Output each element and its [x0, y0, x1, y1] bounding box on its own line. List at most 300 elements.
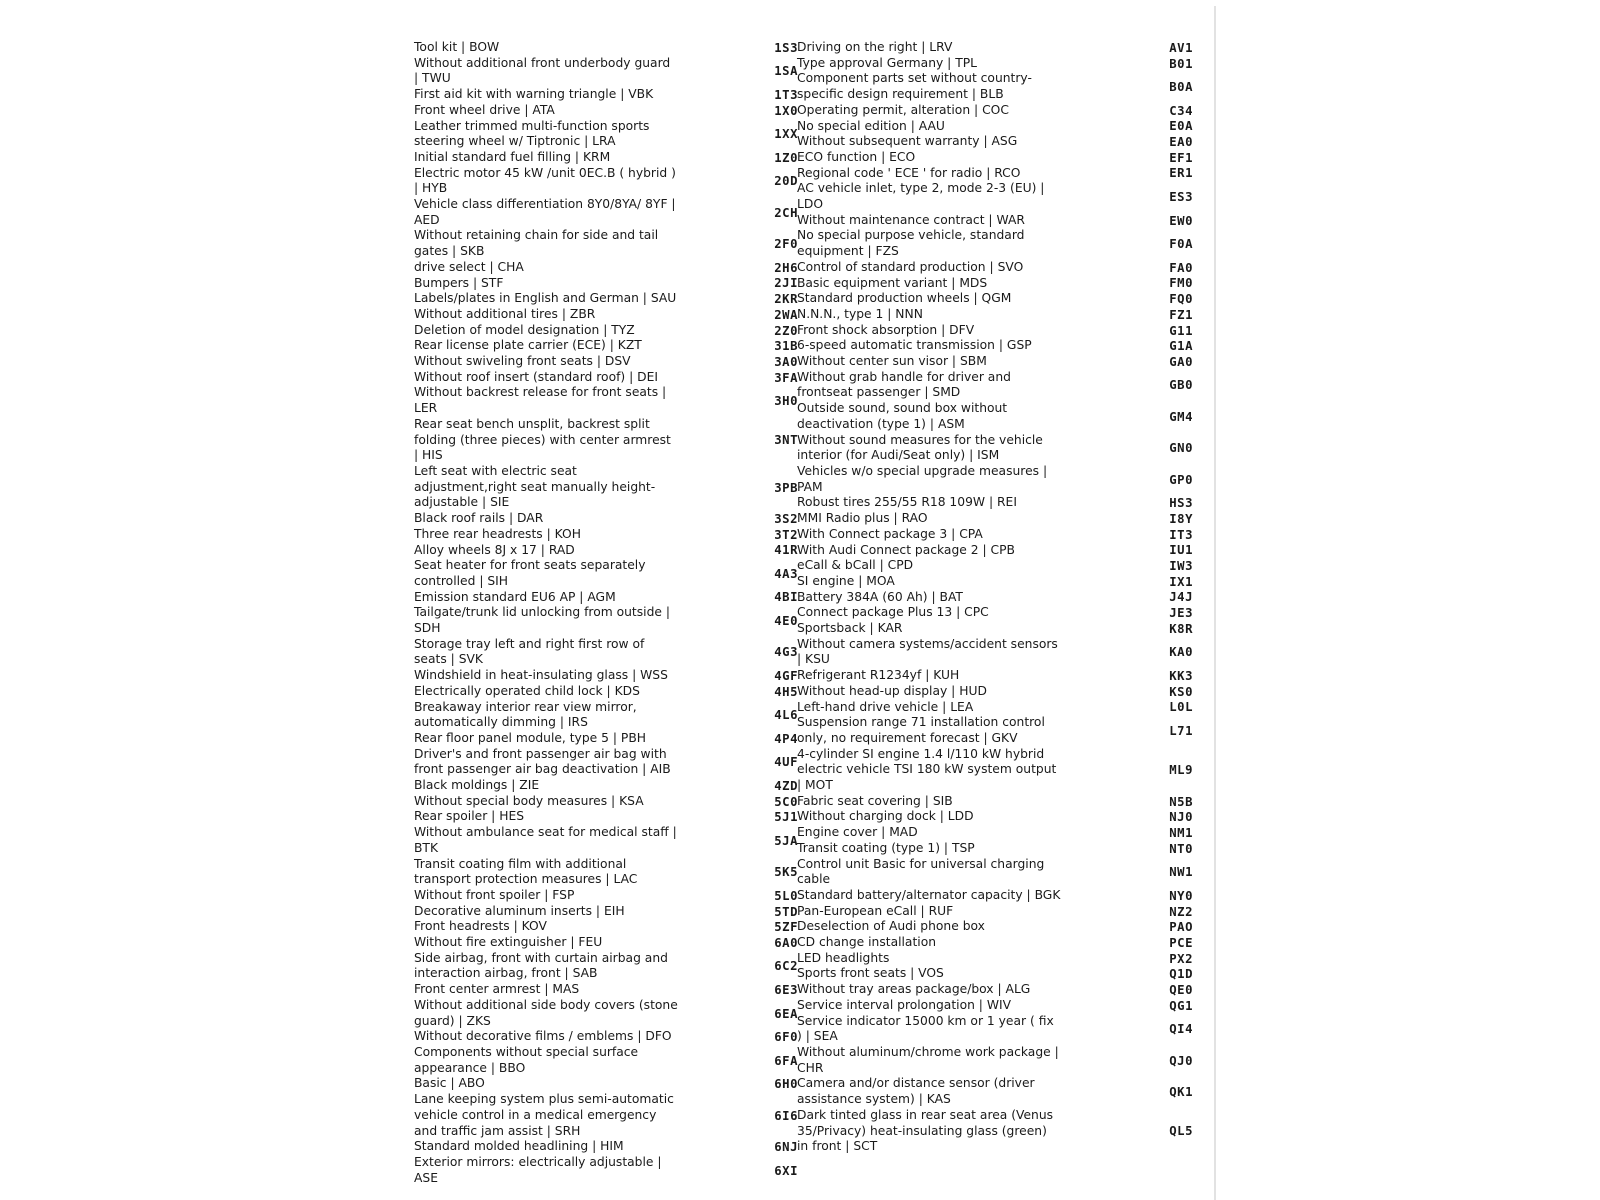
option-code: 3PB [774, 480, 798, 495]
option-description: Driving on the right | LRV [797, 40, 953, 54]
option-description: Type approval Germany | TPL [797, 55, 978, 70]
option-row [797, 228, 1193, 259]
option-description: ECO function | ECO [797, 149, 916, 164]
option-row [797, 354, 1193, 370]
option-description: Without charging dock | LDD [797, 809, 974, 824]
option-row [797, 668, 1193, 684]
option-row [414, 197, 802, 228]
option-description: Without tray areas package/box | ALG [797, 982, 1031, 997]
option-code: FZ1 [1169, 307, 1193, 322]
option-description: Fabric seat covering | SIB [797, 793, 953, 808]
option-row [414, 1092, 802, 1139]
option-code: JE3 [1169, 606, 1193, 621]
option-description: Control of standard production | SVO [797, 259, 1024, 274]
option-description: Outside sound, sound box without deactivation (type 1) | ASM [797, 401, 1008, 431]
option-code: 2H6 [774, 260, 798, 275]
option-row [797, 699, 1193, 716]
option-row [414, 935, 802, 951]
option-code: 3H0 [774, 394, 798, 409]
option-row [797, 181, 1193, 212]
option-description: AC vehicle inlet, type 2, mode 2-3 (EU) | LDO [797, 181, 1045, 212]
option-code: 6XI [774, 1163, 798, 1178]
option-row [414, 166, 802, 197]
option-code: 3S2 [774, 511, 798, 526]
option-description: N.N.N., type 1 | NNN [797, 306, 923, 321]
option-code: 1Z0 [774, 150, 798, 165]
option-row [414, 543, 802, 559]
option-code: IT3 [1169, 527, 1193, 542]
option-row [414, 40, 802, 56]
option-row [414, 1139, 802, 1155]
option-row [797, 55, 1193, 72]
option-row [414, 605, 802, 636]
option-description: Sportsback | KAR [797, 621, 903, 636]
option-row [414, 558, 802, 589]
option-description: Without roof insert (standard roof) | DEI [414, 369, 659, 384]
option-code: 1S3 [774, 40, 798, 55]
option-row [797, 683, 1193, 700]
option-row [414, 228, 802, 259]
option-code: 6EA [774, 1006, 798, 1021]
option-code: N5B [1169, 794, 1193, 809]
option-description: 4-cylinder SI engine 1.4 l/110 kW hybrid electric vehicle TSI 180 kW system output | MOT [797, 746, 1057, 793]
option-description: Standard production wheels | QGM [797, 291, 1012, 306]
option-code: 5K5 [774, 865, 798, 880]
option-description: Without special body measures | KSA [414, 793, 644, 808]
option-row [414, 857, 802, 888]
option-description: Refrigerant R1234yf | KUH [797, 668, 960, 683]
option-row [414, 119, 802, 150]
option-description: Without additional side body covers (stone guard) | ZKS [414, 997, 678, 1028]
option-row [797, 573, 1193, 590]
option-description: Alloy wheels 8J x 17 | RAD [414, 542, 575, 557]
option-description: Sports front seats | VOS [797, 966, 944, 981]
option-code: PX2 [1169, 951, 1193, 966]
option-row [797, 887, 1193, 904]
option-row [797, 118, 1193, 135]
option-code: 3NT [774, 433, 798, 448]
option-description: MMI Radio plus | RAO [797, 511, 928, 526]
option-description: Three rear headrests | KOH [414, 526, 581, 541]
option-description: Service indicator 15000 km or 1 year ( fix ) | SEA [797, 1013, 1054, 1044]
option-code: L71 [1169, 723, 1193, 738]
option-description: Engine cover | MAD [797, 825, 918, 840]
option-row [797, 621, 1193, 637]
option-row [797, 259, 1193, 276]
option-row [797, 1045, 1193, 1076]
option-row [797, 605, 1193, 621]
option-row [797, 558, 1193, 574]
option-row [414, 637, 802, 668]
option-description: No special purpose vehicle, standard equipment | FZS [797, 228, 1025, 259]
option-description: Breakaway interior rear view mirror, automatically dimming | IRS [414, 699, 637, 730]
option-row [414, 982, 802, 998]
option-code: ML9 [1169, 763, 1193, 778]
option-code: FQ0 [1169, 292, 1193, 307]
option-code: 2CH [774, 205, 798, 220]
option-row [797, 903, 1193, 920]
option-code: QK1 [1169, 1085, 1193, 1100]
option-description: Black moldings | ZIE [414, 778, 540, 793]
option-description: Initial standard fuel filling | KRM [414, 149, 611, 164]
option-code: 4ZD [774, 778, 798, 793]
option-description: Battery 384A (60 Ah) | BAT [797, 589, 963, 604]
option-row [797, 306, 1193, 323]
option-code: 6H0 [774, 1077, 798, 1092]
option-description: No special edition | AAU [797, 118, 945, 133]
option-code: EW0 [1169, 213, 1193, 228]
option-code: GP0 [1169, 472, 1193, 487]
option-description: LED headlights [797, 950, 890, 965]
option-description: Without swiveling front seats | DSV [414, 354, 631, 369]
option-row [797, 542, 1193, 559]
option-description: Electric motor 45 kW /unit 0EC.B ( hybrid ) | HYB [414, 165, 676, 196]
option-row [414, 998, 802, 1029]
option-code: Q1D [1169, 967, 1193, 982]
option-row [414, 260, 802, 276]
option-row [414, 1076, 802, 1092]
option-row [797, 291, 1193, 307]
option-row [797, 149, 1193, 166]
option-row [797, 589, 1193, 606]
option-description: Without backrest release for front seats | LER [414, 385, 667, 416]
option-description: Tool kit | BOW [414, 40, 500, 54]
option-row [797, 322, 1193, 339]
option-code: 5L0 [774, 888, 798, 903]
option-row [797, 809, 1193, 825]
option-description: Without additional tires | ZBR [414, 306, 596, 321]
option-code: NJ0 [1169, 810, 1193, 825]
option-description: Electrically operated child lock | KDS [414, 683, 640, 698]
option-description: Basic equipment variant | MDS [797, 275, 988, 290]
option-description: Deletion of model designation | TYZ [414, 322, 635, 337]
option-code: 6I6 [774, 1108, 798, 1123]
option-row [797, 982, 1193, 998]
option-code: G11 [1169, 323, 1193, 338]
option-row [414, 794, 802, 810]
option-row [414, 1029, 802, 1045]
option-description: Robust tires 255/55 R18 109W | REI [797, 495, 1017, 510]
option-row [797, 401, 1193, 432]
option-description: SI engine | MOA [797, 573, 895, 588]
option-row [414, 323, 802, 339]
option-description: Regional code ' ECE ' for radio | RCO [797, 165, 1021, 180]
option-code: EF1 [1169, 150, 1193, 165]
option-description: Pan-European eCall | RUF [797, 903, 954, 918]
option-description: Without aluminum/chrome work package | CHR [797, 1045, 1059, 1075]
option-code: 5TD [774, 904, 798, 919]
option-code: HS3 [1169, 496, 1193, 511]
option-row [414, 1045, 802, 1076]
option-row [797, 134, 1193, 150]
option-code: J4J [1169, 590, 1193, 605]
option-row [414, 684, 802, 700]
option-code: 6E3 [774, 983, 798, 998]
option-row [414, 919, 802, 935]
option-row [414, 747, 802, 778]
option-description: Without front spoiler | FSP [414, 887, 575, 902]
option-description: Without decorative films / emblems | DFO [414, 1029, 672, 1044]
page-edge [1214, 6, 1216, 1200]
option-code: 4GF [774, 668, 798, 683]
option-description: Black roof rails | DAR [414, 511, 544, 526]
option-code: 1XX [774, 127, 798, 142]
option-row [414, 276, 802, 292]
option-description: Tailgate/trunk lid unlocking from outside | SDH [414, 605, 671, 636]
option-description: Labels/plates in English and German | SAU [414, 291, 677, 306]
option-description: First aid kit with warning triangle | VBK [414, 87, 654, 102]
option-row [797, 840, 1193, 857]
option-description: Vehicle class differentiation 8Y0/8YA/ 8YF | AED [414, 197, 676, 227]
option-code: 6C2 [774, 959, 798, 974]
option-description: Transit coating film with additional transport protection measures | LAC [414, 856, 638, 887]
option-code: FM0 [1169, 276, 1193, 291]
option-description: Components without special surface appearance | BBO [414, 1045, 639, 1075]
option-description: drive select | CHA [414, 259, 524, 274]
option-description: eCall & bCall | CPD [797, 558, 914, 573]
option-code: C34 [1169, 103, 1193, 118]
option-description: Windshield in heat-insulating glass | WSS [414, 668, 668, 683]
option-row [414, 1155, 802, 1186]
option-description: Left seat with electric seat adjustment,right seat manually height-adjustable | SIE [414, 463, 656, 510]
option-row [414, 825, 802, 856]
option-description: Without ambulance seat for medical staff | BTK [414, 825, 677, 855]
option-code: F0A [1169, 237, 1193, 252]
option-code: NT0 [1169, 841, 1193, 856]
option-code: QL5 [1169, 1124, 1193, 1139]
option-row [797, 463, 1193, 495]
option-description: Lane keeping system plus semi-automatic vehicle control in a medical emergency and traffic jam assist | SRH [414, 1092, 674, 1138]
option-code: 5ZF [774, 920, 798, 935]
option-description: Bumpers | STF [414, 275, 504, 290]
option-code: 2F0 [774, 237, 798, 252]
option-row [414, 417, 802, 464]
option-description: Rear spoiler | HES [414, 809, 525, 824]
option-description: Side airbag, front with curtain airbag and interaction airbag, front | SAB [414, 950, 668, 981]
option-code: 6FA [774, 1053, 798, 1068]
option-row [797, 966, 1193, 982]
option-row [797, 1076, 1193, 1107]
option-code: 2WA [774, 307, 798, 322]
option-code: GM4 [1169, 409, 1193, 424]
option-code: 2JI [774, 276, 798, 291]
option-description: Storage tray left and right first row of seats | SVK [414, 636, 645, 667]
option-description: 6-speed automatic transmission | GSP [797, 338, 1032, 353]
option-row [414, 527, 802, 543]
option-description: Without grab handle for driver and frontseat passenger | SMD [797, 369, 1011, 400]
option-description: Transit coating (type 1) | TSP [797, 840, 975, 855]
option-code: QE0 [1169, 983, 1193, 998]
option-description: Suspension range 71 installation control only, no requirement forecast | GKV [797, 715, 1045, 745]
option-row [414, 904, 802, 920]
option-code: 1T3 [774, 87, 798, 102]
option-row [797, 165, 1193, 182]
option-row [414, 150, 802, 166]
option-code: 4G3 [774, 645, 798, 660]
option-code: QG1 [1169, 998, 1193, 1013]
option-row [797, 212, 1193, 229]
option-code: G1A [1169, 339, 1193, 354]
option-description: Dark tinted glass in rear seat area (Venus 35/Privacy) heat-insulating glass (green) in front | SCT [797, 1107, 1054, 1154]
option-description: Without maintenance contract | WAR [797, 212, 1025, 227]
option-code: 6F0 [774, 1030, 798, 1045]
option-row [414, 590, 802, 606]
option-row [414, 809, 802, 825]
option-code: FA0 [1169, 260, 1193, 275]
option-row [797, 338, 1193, 354]
option-description: Front headrests | KOV [414, 919, 547, 934]
option-code: 4H5 [774, 684, 798, 699]
option-description: Standard battery/alternator capacity | BGK [797, 887, 1061, 902]
option-code: L0L [1169, 700, 1193, 715]
option-description: Without fire extinguisher | FEU [414, 935, 603, 950]
option-code: AV1 [1169, 40, 1193, 55]
option-description: Standard molded headlining | HIM [414, 1139, 624, 1154]
option-description: Without additional front underbody guard | TWU [414, 55, 671, 86]
option-code: GA0 [1169, 354, 1193, 369]
option-code: QJ0 [1169, 1053, 1193, 1068]
option-code: I8Y [1169, 511, 1193, 526]
option-row [797, 935, 1193, 951]
option-row [797, 825, 1193, 841]
option-code: ER1 [1169, 166, 1193, 181]
option-code: GN0 [1169, 441, 1193, 456]
option-code: 3T2 [774, 527, 798, 542]
right-option-list [797, 40, 1193, 1155]
option-code: 4BI [774, 590, 798, 605]
option-description: Without subsequent warranty | ASG [797, 134, 1018, 149]
option-code: 1SA [774, 64, 798, 79]
option-row [797, 793, 1193, 810]
option-row [414, 103, 802, 119]
option-code: 31B [774, 339, 798, 354]
option-code: NY0 [1169, 888, 1193, 903]
option-code: 3FA [774, 370, 798, 385]
option-description: Control unit Basic for universal charging cable [797, 856, 1045, 887]
option-code: B0A [1169, 80, 1193, 95]
option-code: KA0 [1169, 645, 1193, 660]
option-description: Seat heater for front seats separately controlled | SIH [414, 558, 646, 588]
option-code: 2KR [774, 292, 798, 307]
option-description: Left-hand drive vehicle | LEA [797, 699, 974, 714]
option-code: 6A0 [774, 935, 798, 950]
option-description: Rear seat bench unsplit, backrest split folding (three pieces) with center armrest | HIS [414, 416, 671, 463]
option-code: B01 [1169, 56, 1193, 71]
option-row [414, 56, 802, 87]
option-code: IW3 [1169, 559, 1193, 574]
option-row [414, 511, 802, 527]
option-description: Operating permit, alteration | COC [797, 102, 1009, 117]
option-code: 5J1 [774, 810, 798, 825]
option-code: 4P4 [774, 731, 798, 746]
option-row [797, 636, 1193, 668]
option-row [797, 950, 1193, 967]
option-code: QI4 [1169, 1022, 1193, 1037]
option-code: K8R [1169, 621, 1193, 636]
option-code: EA0 [1169, 135, 1193, 150]
option-row [414, 951, 802, 982]
option-row [797, 746, 1193, 794]
option-code: 3A0 [774, 354, 798, 369]
option-row [414, 87, 802, 103]
option-code: PAO [1169, 920, 1193, 935]
option-row [797, 40, 1193, 56]
option-row [797, 432, 1193, 464]
option-row [797, 526, 1193, 543]
option-code: KK3 [1169, 668, 1193, 683]
option-row [414, 338, 802, 354]
option-row [797, 71, 1193, 102]
option-code: NZ2 [1169, 904, 1193, 919]
option-row [414, 354, 802, 370]
option-row [414, 370, 802, 386]
option-code: 4L6 [774, 708, 798, 723]
option-description: Exterior mirrors: electrically adjustable | ASE [414, 1154, 662, 1185]
option-row [797, 919, 1193, 935]
option-code: IU1 [1169, 543, 1193, 558]
option-description: Basic | ABO [414, 1076, 485, 1091]
option-row [797, 1107, 1193, 1155]
option-description: Without retaining chain for side and tail gates | SKB [414, 228, 659, 259]
option-row [797, 495, 1193, 511]
option-code: 5JA [774, 833, 798, 848]
option-code: 4UF [774, 755, 798, 770]
option-row [797, 275, 1193, 292]
option-description: Without camera systems/accident sensors | KSU [797, 636, 1058, 667]
option-row [797, 369, 1193, 401]
option-description: Vehicles w/o special upgrade measures | PAM [797, 463, 1048, 494]
option-row [797, 856, 1193, 888]
option-row [414, 291, 802, 307]
option-description: Emission standard EU6 AP | AGM [414, 589, 616, 604]
option-description: Without sound measures for the vehicle interior (for Audi/Seat only) | ISM [797, 432, 1043, 463]
option-description: Without center sun visor | SBM [797, 354, 987, 369]
option-code: 6NJ [774, 1140, 798, 1155]
option-description: Leather trimmed multi-function sports steering wheel w/ Tiptronic | LRA [414, 118, 650, 149]
option-description: With Audi Connect package 2 | CPB [797, 542, 1015, 557]
option-code: GB0 [1169, 378, 1193, 393]
option-code: E0A [1169, 119, 1193, 134]
option-description: Service interval prolongation | WIV [797, 997, 1012, 1012]
option-row [414, 700, 802, 731]
option-code: 4A3 [774, 566, 798, 581]
option-description: Deselection of Audi phone box [797, 919, 985, 934]
option-description: Front center armrest | MAS [414, 982, 580, 997]
option-code: 5C0 [774, 794, 798, 809]
option-code: 2Z0 [774, 323, 798, 338]
option-code: PCE [1169, 935, 1193, 950]
left-option-list [414, 40, 802, 1186]
option-code: 1X0 [774, 103, 798, 118]
option-description: Driver's and front passenger air bag with front passenger air bag deactivation | AIB [414, 746, 671, 777]
option-code: 41R [774, 543, 798, 558]
option-code: NW1 [1169, 865, 1193, 880]
option-description: With Connect package 3 | CPA [797, 526, 983, 541]
option-description: Camera and/or distance sensor (driver assistance system) | KAS [797, 1076, 1035, 1107]
option-row [797, 511, 1193, 527]
option-description: Rear license plate carrier (ECE) | KZT [414, 338, 642, 353]
option-description: Front wheel drive | ATA [414, 102, 555, 117]
option-code: IX1 [1169, 574, 1193, 589]
option-row [414, 731, 802, 747]
option-row [414, 307, 802, 323]
option-row [414, 778, 802, 794]
option-description: Front shock absorption | DFV [797, 322, 975, 337]
option-row [797, 1013, 1193, 1045]
option-row [414, 464, 802, 511]
option-code: 20D [774, 174, 798, 189]
option-row [414, 668, 802, 684]
